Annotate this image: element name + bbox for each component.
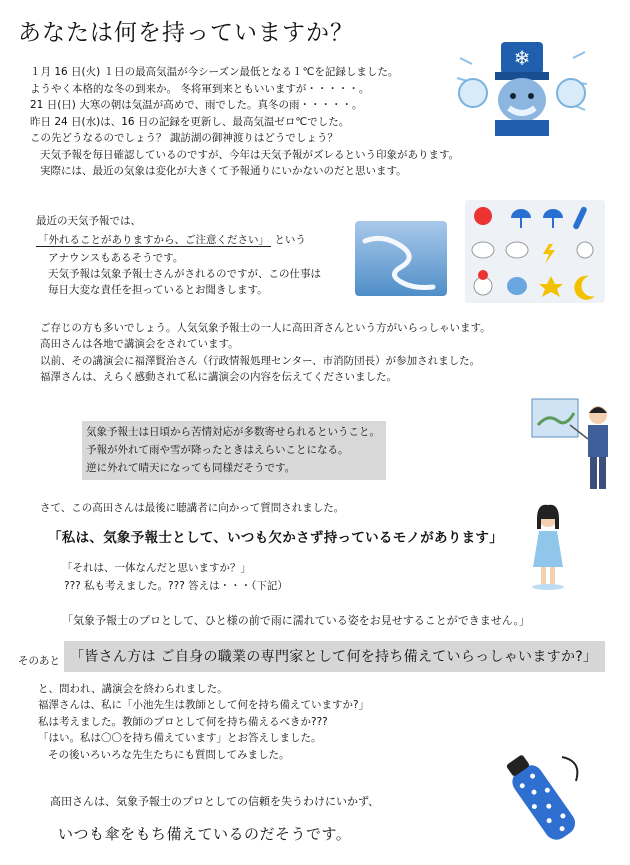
closing-line: その後いろいろな先生たちにも質問してみました。 <box>48 748 290 761</box>
sonoato-label: そのあと <box>18 655 60 667</box>
intro-line: ようやく本格的な冬の到来か。 冬将軍到来ともいいますが・・・・・。 <box>30 82 370 95</box>
story-line: 以前、その講演会に福澤賢治さん（行政情報処理センター、市消防団長）が参加されました。 <box>40 354 481 367</box>
weather-line: アナウンスもあるそうです。 <box>48 252 184 264</box>
closing-line: と、問われ、講演会を終わられました。 <box>38 683 228 695</box>
quote-box-line: 予報が外れて雨や雪が降ったときはえらいことになる。 <box>86 444 349 456</box>
sky-illustration <box>355 221 447 296</box>
weather-icons-illustration <box>465 200 605 303</box>
what-thinking: ??? 私も考えました。??? 答えは・・・（下記） <box>64 580 288 592</box>
forecaster-quote-box <box>82 421 386 480</box>
big-quote: 「私は、気象予報士として、いつも欠かさず持っているモノがあります」 <box>48 530 503 546</box>
weather-lead: 最近の天気予報では、 <box>36 215 141 227</box>
winter-general-illustration <box>455 38 590 138</box>
closing-line: 私は考えました。教師のプロとして何を持ち備えるべきか??? <box>38 715 328 728</box>
intro-section <box>30 66 459 182</box>
trust-line: 高田さんは、気象予報士のプロとしての信頼を失うわけにいかず、 <box>50 795 380 808</box>
intro-line: 実際には、最近の気象は変化が大きくて予報通りにいかないのだと思います。 <box>40 165 407 177</box>
intro-line: １月 16 日(火) １日の最高気温が今シーズン最低となる１℃を記録しました。 <box>30 66 399 78</box>
caution-quote-tail: という <box>274 234 306 246</box>
weather-forecast-section <box>36 215 321 300</box>
story-line: ご存じの方も多いでしょう。人気気象予報士の一人に高田斉さんという方がいらっしゃいます。 <box>40 322 491 334</box>
intro-line: 昨日 24 日(水)は、16 日の記録を更新し、最高気温ゼロ℃でした。 <box>30 115 350 128</box>
closing-line: 「はい。私は〇〇を持ち備えています」とお答えしました。 <box>38 732 322 745</box>
what-lines <box>62 562 288 598</box>
closing-line: 福澤さんは、私に「小池先生は教師として何を持ち備えていますか?」 <box>38 699 370 712</box>
weather-line: 天気予報は気象予報士さんがされるのですが、この仕事は <box>48 268 321 280</box>
highlight-question: 「皆さん方は ご自身の職業の専門家として何を持ち備えていらっしゃいますか?」 <box>64 641 605 672</box>
weather-line: 毎日大変な責任を担っているとお聞きします。 <box>48 284 268 296</box>
story-section <box>40 322 491 387</box>
question-intro: さて、この高田さんは最後に聴講者に向かって質問されました。 <box>40 502 345 514</box>
closing-section <box>38 683 369 765</box>
quote-box-line: 逆に外れて晴天になっても同様だそうです。 <box>86 462 296 474</box>
story-line: 福澤さんは、えらく感動されて私に講演会の内容を伝えてくださいました。 <box>40 370 397 383</box>
final-line: いつも傘をもち備えているのだそうです。 <box>58 825 352 843</box>
intro-line: この先どうなるのでしょう？ 諏訪湖の御神渡りはどうでしょう？ <box>30 132 338 144</box>
story-line: 高田さんは各地で講演会をされています。 <box>40 338 239 351</box>
quote-box-line: 気象予報士は日頃から苦情対応が多数寄せられるということ。 <box>86 426 380 438</box>
svg-text:❄: ❄ <box>513 46 531 70</box>
intro-line: 21 日(日) 大寒の朝は気温が高めで、雨でした。真冬の雨・・・・・。 <box>30 99 363 111</box>
intro-line: 天気予報を毎日確認しているのですが、今年は天気予報がズレるという印象があります。 <box>40 148 460 161</box>
wet-woman-illustration <box>525 503 571 591</box>
forecaster-illustration <box>530 395 615 495</box>
caution-quote: 「外れることがありますから、ご注意ください」 <box>38 234 269 246</box>
answer-quote: 「気象予報士のプロとして、ひと様の前で雨に濡れている姿をお見せすることができません。」 <box>62 614 530 627</box>
umbrella-illustration <box>492 745 592 855</box>
what-question: 「それは、一体なんだと思いますか？」 <box>62 562 251 574</box>
page-title: あなたは何を持っていますか？ <box>18 20 354 46</box>
